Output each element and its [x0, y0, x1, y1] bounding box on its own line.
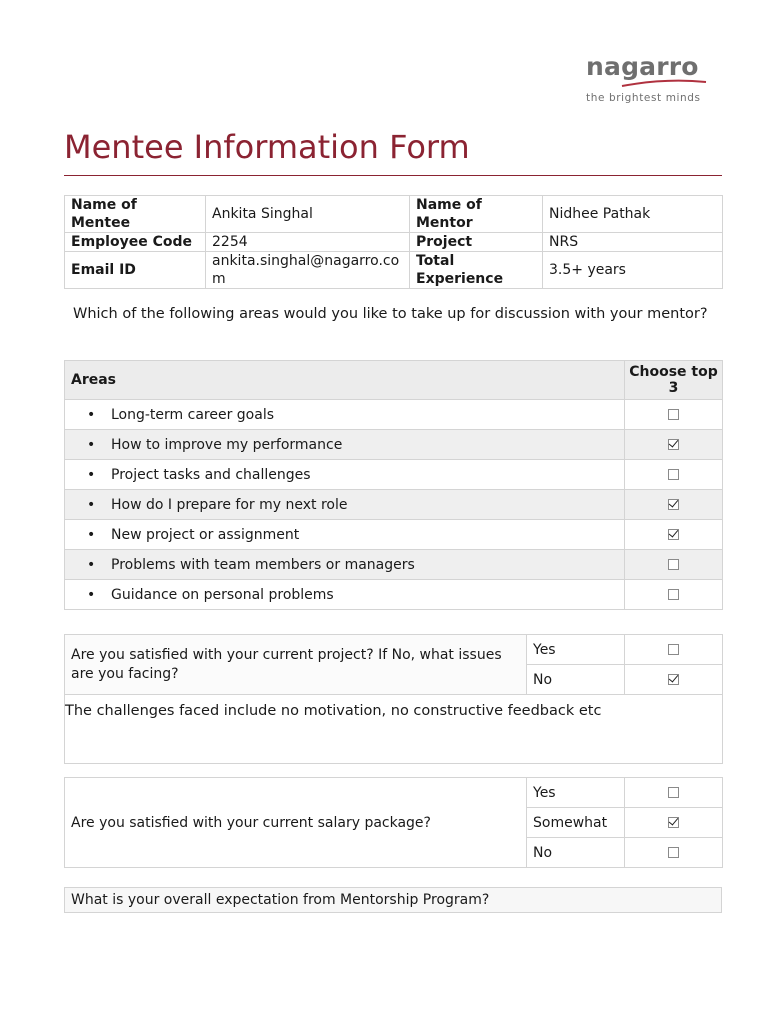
bullet-icon: • — [87, 496, 96, 513]
project-satisfaction-table — [64, 634, 723, 764]
areas-header: Areas — [65, 361, 625, 400]
table-row — [65, 252, 723, 289]
table-row — [65, 635, 723, 665]
areas-header-row — [65, 361, 723, 400]
area-checkbox[interactable] — [668, 499, 679, 510]
email-value: ankita.singhal@nagarro.com — [206, 252, 410, 289]
salary-satisfaction-table — [64, 777, 723, 868]
salary-yes-checkbox[interactable] — [668, 787, 679, 798]
table-row — [65, 550, 723, 580]
area-checkbox[interactable] — [668, 439, 679, 450]
area-checkbox[interactable] — [668, 529, 679, 540]
mentor-name-value: Nidhee Pathak — [543, 196, 723, 233]
table-row — [65, 400, 723, 430]
option-label: No — [527, 665, 625, 695]
table-row — [65, 778, 723, 808]
bullet-icon: • — [87, 586, 96, 603]
mentee-name-value: Ankita Singhal — [206, 196, 410, 233]
salary-somewhat-checkbox[interactable] — [668, 817, 679, 828]
bullet-icon: • — [87, 466, 96, 483]
expectation-table — [64, 887, 722, 913]
experience-value: 3.5+ years — [543, 252, 723, 289]
employee-code-value: 2254 — [206, 233, 410, 252]
table-row — [65, 490, 723, 520]
salary-no-checkbox[interactable] — [668, 847, 679, 858]
area-checkbox[interactable] — [668, 469, 679, 480]
project-no-checkbox[interactable] — [668, 674, 679, 685]
areas-question: Which of the following areas would you like to take up for discussion with your mentor? — [73, 306, 708, 322]
table-row — [65, 196, 723, 233]
page-title: Mentee Information Form — [64, 128, 470, 166]
option-label: Yes — [527, 778, 625, 808]
table-row — [65, 430, 723, 460]
project-yes-checkbox[interactable] — [668, 644, 679, 655]
expectation-question: What is your overall expectation from Mentorship Program? — [65, 888, 722, 913]
mentor-name-label: Name of Mentor — [410, 196, 543, 233]
logo-wordmark: nagarro — [586, 52, 699, 81]
bullet-icon: • — [87, 436, 96, 453]
project-label: Project — [410, 233, 543, 252]
option-label: No — [527, 838, 625, 868]
bullet-icon: • — [87, 406, 96, 423]
experience-label: Total Experience — [410, 252, 543, 289]
project-issues-answer[interactable]: The challenges faced include no motivation, no constructive feedback etc — [65, 695, 723, 764]
area-label: Long-term career goals — [111, 406, 275, 423]
table-row — [65, 695, 723, 764]
project-value: NRS — [543, 233, 723, 252]
table-row — [65, 233, 723, 252]
area-checkbox[interactable] — [668, 559, 679, 570]
area-label: Guidance on personal problems — [111, 586, 334, 603]
area-label: Problems with team members or managers — [111, 556, 415, 573]
areas-table — [64, 360, 723, 610]
email-label: Email ID — [65, 252, 206, 289]
table-row — [65, 460, 723, 490]
project-question: Are you satisfied with your current project? If No, what issues are you facing? — [65, 635, 527, 695]
bullet-icon: • — [87, 556, 96, 573]
title-divider — [64, 175, 722, 176]
option-label: Somewhat — [527, 808, 625, 838]
bullet-icon: • — [87, 526, 96, 543]
salary-question: Are you satisfied with your current salary package? — [65, 778, 527, 868]
company-logo — [580, 48, 720, 110]
choose-top-header: Choose top 3 — [625, 361, 723, 400]
area-label: New project or assignment — [111, 526, 300, 543]
area-checkbox[interactable] — [668, 589, 679, 600]
option-label: Yes — [527, 635, 625, 665]
mentee-name-label: Name of Mentee — [65, 196, 206, 233]
employee-code-label: Employee Code — [65, 233, 206, 252]
logo-swoosh-icon — [620, 76, 710, 88]
area-label: Project tasks and challenges — [111, 466, 311, 483]
logo-tagline: the brightest minds — [586, 92, 701, 104]
area-label: How do I prepare for my next role — [111, 496, 348, 513]
table-row — [65, 888, 722, 913]
table-row — [65, 580, 723, 610]
mentee-info-table — [64, 195, 723, 289]
area-checkbox[interactable] — [668, 409, 679, 420]
area-label: How to improve my performance — [111, 436, 343, 453]
table-row — [65, 520, 723, 550]
